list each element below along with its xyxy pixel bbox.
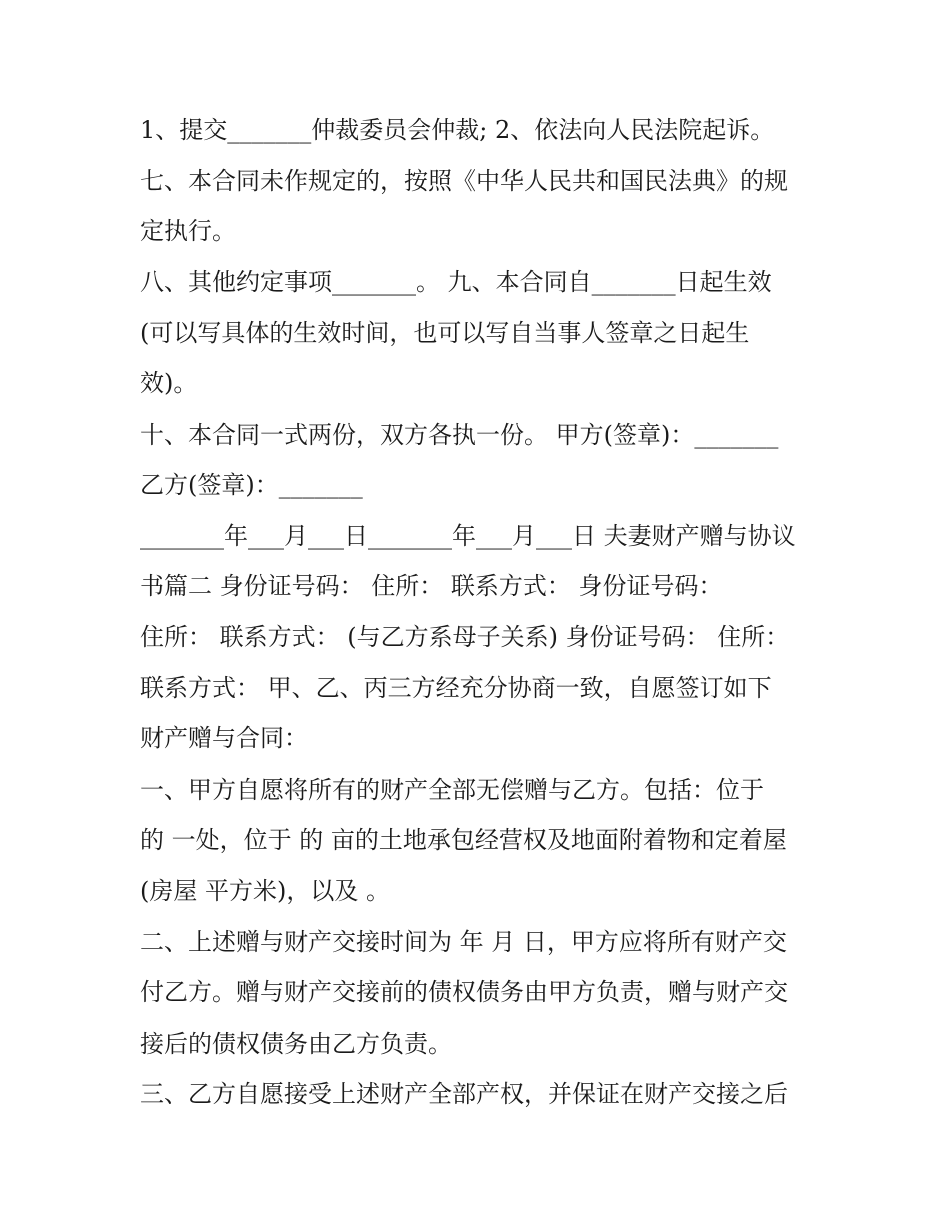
text-line: 二、上述赠与财产交接时间为 年 月 日，甲方应将所有财产交 <box>140 928 787 956</box>
text-line: 一、甲方自愿将所有的财产全部无偿赠与乙方。包括：位于 <box>140 776 764 804</box>
text-line: 付乙方。赠与财产交接前的债权债务由甲方负责，赠与财产交 <box>140 978 788 1006</box>
text-line: 十、本合同一式两份，双方各执一份。 甲方(签章)：_______ <box>140 421 779 449</box>
text-line: 1、提交_______仲裁委员会仲裁; 2、依法向人民法院起诉。 <box>140 116 775 144</box>
text-line: 住所： 联系方式： (与乙方系母子关系) 身份证号码： 住所： <box>140 623 790 651</box>
text-line: (房屋 平方米)，以及 。 <box>140 877 390 905</box>
text-line: 七、本合同未作规定的，按照《中华人民共和国民法典》的规 <box>140 167 788 195</box>
text-line: 八、其他约定事项_______。 九、本合同自_______日起生效 <box>140 268 772 296</box>
text-line: 的 一处，位于 的 亩的土地承包经营权及地面附着物和定着屋 <box>140 826 787 854</box>
text-line: 联系方式： 甲、乙、丙三方经充分协商一致，自愿签订如下 <box>140 674 772 702</box>
text-line: 效)。 <box>140 369 198 397</box>
text-line: 三、乙方自愿接受上述财产全部产权，并保证在财产交接之后 <box>140 1080 788 1108</box>
text-line: 定执行。 <box>140 217 236 245</box>
text-line: 书篇二 身份证号码： 住所： 联系方式： 身份证号码： <box>140 572 723 600</box>
text-line: 接后的债权债务由乙方负责。 <box>140 1030 452 1058</box>
text-line: 财产赠与合同： <box>140 724 308 752</box>
text-line: _______年___月___日_______年___月___日 夫妻财产赠与协议 <box>140 522 796 550</box>
text-line: 乙方(签章)：_______ <box>140 471 363 499</box>
text-line: (可以写具体的生效时间，也可以写自当事人签章之日起生 <box>140 319 750 347</box>
